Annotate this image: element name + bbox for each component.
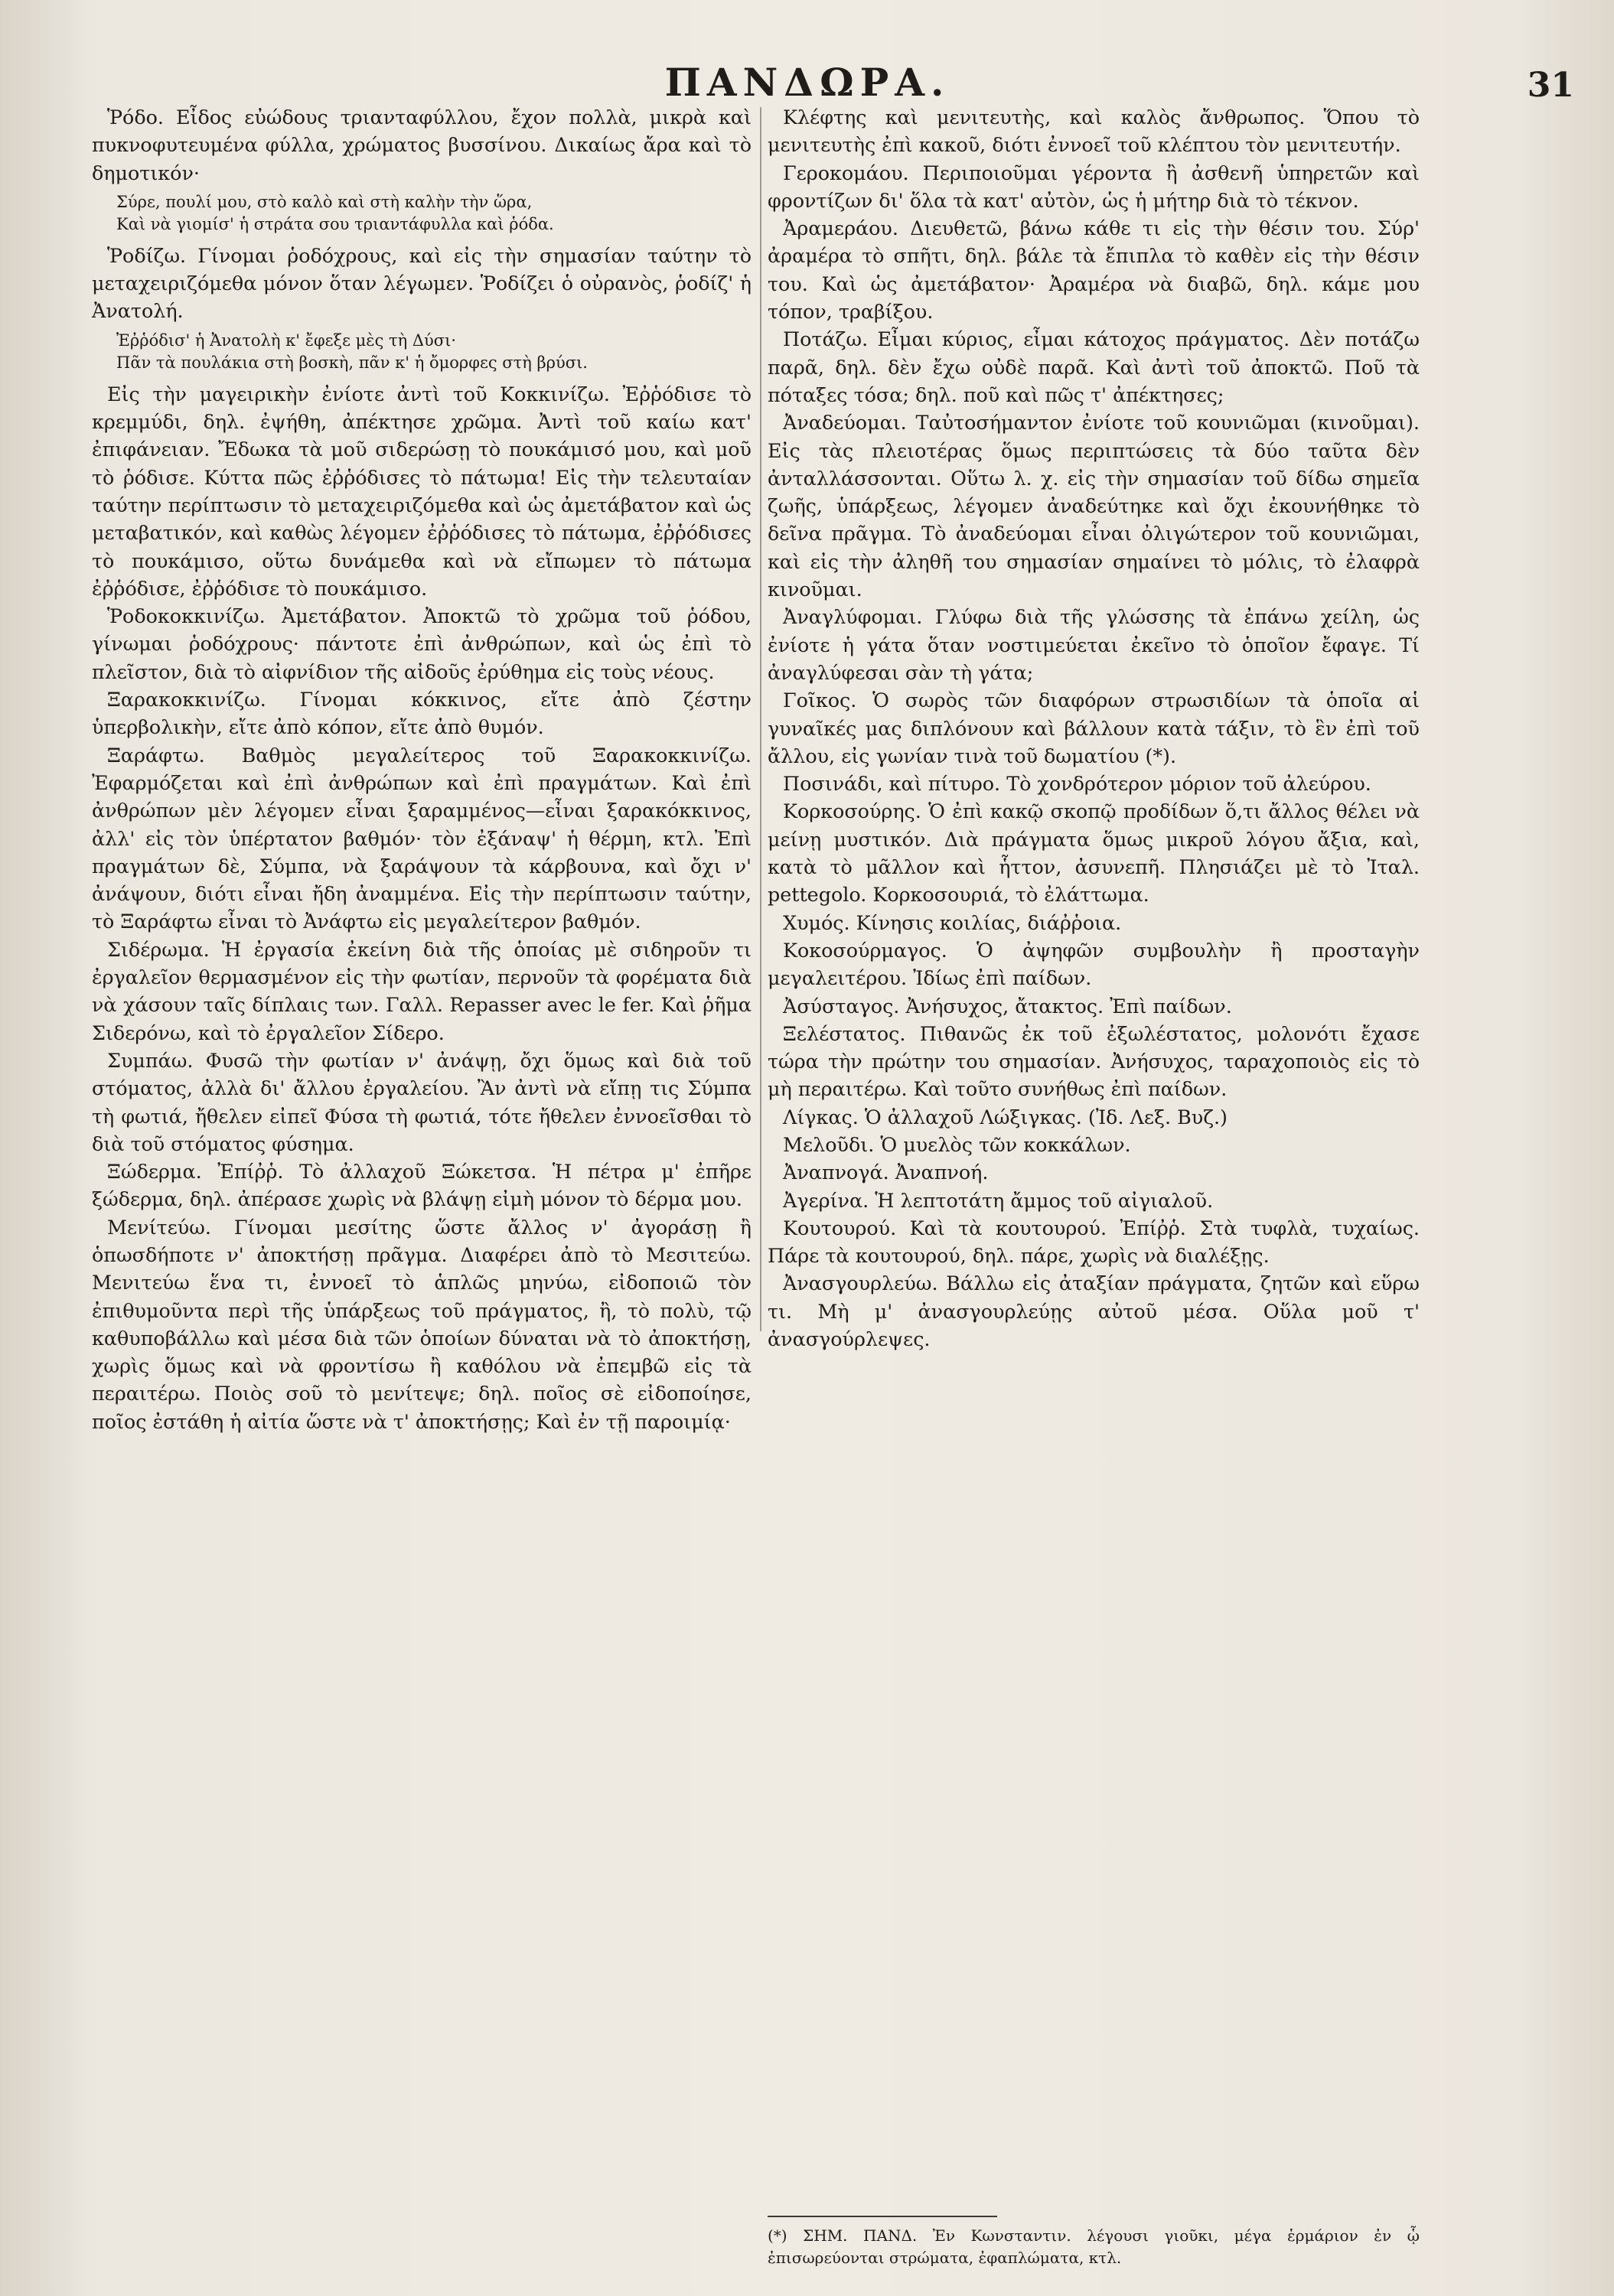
paragraph: Ἀνασγουρλεύω. Βάλλω εἰς ἀταξίαν πράγματα, ζητῶν καὶ εὕρω τι. Μὴ μ' ἀνασγουρλεύῃς αὐτοῦ μέσα. Οὕλα μοῦ τ' ἀνασγούρλεψες. (768, 1272, 1420, 1351)
paragraph: Μενίτεύω. Γίνομαι μεσίτης ὥστε ἄλλος ν' ἀγοράσῃ ἢ ὁπωσδήποτε ν' ἀποκτήσῃ πρᾶγμα. Διαφέρει ἀπὸ τὸ Μεσιτεύω. Μενιτεύω ἕνα τι, ἐννοεῖ τὸ ἁπλῶς μηνύω, εἰδοποιῶ τὸν ἐπιθυμοῦντα περὶ τῆς ὑπάρξεως τοῦ πράγματος, ἢ, τὸ πολὺ, τῷ καθυποβάλλω καὶ μέσα διὰ τῶν ὁποίων δύναται νὰ τὸ ἀποκτήσῃ, χωρὶς ὅμως καὶ νὰ φροντίσω ἢ καθόλου νὰ ἐπεμβῶ εἰς τὰ περαιτέρω. Ποιὸς σοῦ τὸ μενίτεψε; δηλ. ποῖος σὲ εἰδοποίησε, ποῖος ἐστάθη ἡ αἰτία ὥστε νὰ τ' ἀποκτήσῃς; Καὶ ἐν τῇ παροιμίᾳ· (92, 1215, 752, 1433)
paragraph: Χυμός. Κίνησις κοιλίας, διάῤῥοια. (783, 910, 1122, 934)
paragraph: Ποσινάδι, καὶ πίτυρο. Τὸ χονδρότερον μόριον τοῦ ἀλεύρου. (783, 772, 1371, 796)
column-divider (760, 107, 761, 1331)
footnote: (*) ΣΗΜ. ΠΑΝΔ. Ἐν Κωνσταντιν. λέγουσι γιοῦκι, μέγα ἑρμάριον ἐν ᾧ ἐπισωρεύονται στρώματα, ἐφαπλώματα, κτλ. (768, 2226, 1420, 2267)
paragraph: Ξελέστατος. Πιθανῶς ἐκ τοῦ ἐξωλέστατος, μολονότι ἔχασε τώρα τὴν πρώτην του σημασίαν. Ἀνήσυχος, ταραχοποιὸς εἰς τὸ μὴ περαιτέρω. Καὶ τοῦτο συνήθως ἐπὶ παίδων. (768, 1021, 1420, 1101)
paragraph: Ῥοδίζω. Γίνομαι ῥοδόχρους, καὶ εἰς τὴν σημασίαν ταύτην τὸ μεταχειριζόμεθα μόνον ὅταν λέγωμεν. Ῥοδίζει ὁ οὐρανὸς, ῥοδίζ' ἡ Ἀνατολή. (92, 243, 752, 323)
paragraph: Κλέφτης καὶ μενιτευτὴς, καὶ καλὸς ἄνθρωπος. Ὅπου τὸ μενιτευτὴς ἐπὶ κακοῦ, διότι ἐννοεῖ τοῦ κλέπτου τὸν μενιτευτήν. (768, 106, 1420, 157)
paragraph: Ῥοδοκοκκινίζω. Ἀμετάβατον. Ἀποκτῶ τὸ χρῶμα τοῦ ῥόδου, γίνωμαι ῥοδόχρους· πάντοτε ἐπὶ ἀνθρώπων, καὶ ὡς ἐπὶ τὸ πλεῖστον, διὰ τὸ αἰφνίδιον τῆς αἰδοῦς ἐρύθημα εἰς τοὺς νέους. (92, 604, 752, 683)
page-title: ΠΑΝΔΩΡΑ. (664, 60, 950, 105)
left-column (92, 103, 752, 1435)
page-number: 31 (1527, 66, 1574, 105)
paragraph: Ἀναπνογά. Ἀναπνοή. (783, 1161, 989, 1184)
right-column (768, 103, 1420, 1353)
paragraph: Μελοῦδι. Ὁ μυελὸς τῶν κοκκάλων. (783, 1132, 1131, 1156)
paragraph: Ἀγερίνα. Ἡ λεπτοτάτη ἄμμος τοῦ αἰγιαλοῦ. (783, 1188, 1214, 1212)
verse-quote (92, 191, 752, 236)
verse-line: Ἐῤῥόδισ' ἡ Ἀνατολὴ κ' ἔφεξε μὲς τὴ Δύσι· (116, 331, 457, 350)
paragraph: Κορκοσούρης. Ὁ ἐπὶ κακῷ σκοπῷ προδίδων ὅ,τι ἄλλος θέλει νὰ μείνῃ μυστικόν. Διὰ πράγματα ὅμως μικροῦ λόγου ἄξια, καὶ, κατὰ τὸ μᾶλλον καὶ ἧττον, ἀσυνεπῆ. Πλησιάζει μὲ τὸ Ἰταλ. pettegolo. Κορκοσουριά, τὸ ἐλάττωμα. (768, 800, 1420, 907)
paragraph: Γοῖκος. Ὁ σωρὸς τῶν διαφόρων στρωσιδίων τὰ ὁποῖα αἱ γυναῖκές μας διπλόνουν καὶ βάλλουν κατὰ τάξιν, τὸ ἓν ἐπὶ τοῦ ἄλλου, εἰς γωνίαν τινὰ τοῦ δωματίου (*). (768, 689, 1420, 767)
paragraph: Σιδέρωμα. Ἡ ἐργασία ἐκείνη διὰ τῆς ὁποίας μὲ σιδηροῦν τι ἐργαλεῖον θερμασμένον εἰς τὴν φωτίαν, περνοῦν τὰ φορέματα διὰ νὰ χάσουν ταῖς δίπλαις των. Γαλλ. Repasser avec le fer. Καὶ ῥῆμα Σιδερόνω, καὶ τὸ ἐργαλεῖον Σίδερο. (92, 937, 752, 1044)
paragraph: Κουτουρού. Καὶ τὰ κουτουρού. Ἐπίῤῥ. Στὰ τυφλὰ, τυχαίως. Πάρε τὰ κουτουρού, δηλ. πάρε, χωρὶς νὰ διαλέξῃς. (768, 1216, 1420, 1268)
verse-line: Σύρε, πουλί μου, στὸ καλὸ καὶ στὴ καλὴν τὴν ὥρα, (116, 192, 533, 211)
paragraph: Λίγκας. Ὁ ἀλλαχοῦ Λώξιγκας. (Ἰδ. Λεξ. Βυζ.) (783, 1105, 1228, 1128)
verse-line: Πᾶν τὰ πουλάκια στὴ βοσκὴ, πᾶν κ' ἡ ὄμορφες στὴ βρύσι. (116, 353, 588, 372)
paragraph: Ἀναγλύφομαι. Γλύφω διὰ τῆς γλώσσης τὰ ἐπάνω χείλη, ὡς ἐνίοτε ἡ γάτα ὅταν νοστιμεύεται ἐκεῖνο τὸ ὁποῖον ἔφαγε. Τί ἀναγλύφεσαι σὰν τὴ γάτα; (768, 605, 1420, 684)
paragraph: Ῥόδο. Εἶδος εὐώδους τριανταφύλλου, ἔχον πολλὰ, μικρὰ καὶ πυκνοφυτευμένα φύλλα, χρώματος βυσσίνου. Δικαίως ἄρα καὶ τὸ δημοτικόν· (92, 106, 752, 184)
paragraph: Ξώδερμα. Ἐπίῤῥ. Τὸ ἀλλαχοῦ Ξώκετσα. Ἡ πέτρα μ' ἐπῆρε ξώδερμα, δηλ. ἀπέρασε χωρὶς νὰ βλάψῃ εἰμὴ μόνον τὸ δέρμα μου. (92, 1160, 752, 1211)
paragraph: Ἀσύσταγος. Ἀνήσυχος, ἄτακτος. Ἐπὶ παίδων. (783, 994, 1232, 1018)
paragraph: Ποτάζω. Εἶμαι κύριος, εἶμαι κάτοχος πράγματος. Δὲν ποτάζω παρᾶ, δηλ. δὲν ἔχω οὐδὲ παρᾶ. Καὶ ἀντὶ τοῦ ἀποκτῶ. Ποῦ τὰ πόταξες τόσα; δηλ. ποῦ καὶ πῶς τ' ἀπέκτησες; (768, 327, 1420, 406)
paragraph: Ἀναδεύομαι. Ταὐτοσήμαντον ἐνίοτε τοῦ κουνιῶμαι (κινοῦμαι). Εἰς τὰς πλειοτέρας ὅμως περιπτώσεις τὰ δύο ταῦτα δὲν ἀνταλλάσσονται. Οὕτω λ. χ. εἰς τὴν σημασίαν τοῦ δίδω σημεῖα ζωῆς, ὑπάρξεως, λέγομεν ἀναδεύτηκε καὶ ὄχι ἐκουνήθηκε τὸ δεῖνα πρᾶγμα. Τὸ ἀναδεύομαι εἶναι ὀλιγώτερον τοῦ κουνιῶμαι, καὶ εἰς τὴν ἀληθῆ του σημασίαν σημαίνει τὸ μόλις, τὸ ἐλαφρὰ κινοῦμαι. (768, 411, 1420, 601)
footnote-divider (768, 2216, 997, 2217)
paragraph: Εἰς τὴν μαγειρικὴν ἐνίοτε ἀντὶ τοῦ Κοκκινίζω. Ἐῤῥόδισε τὸ κρεμμύδι, δηλ. ἐψήθη, ἀπέκτησε χρῶμα. Ἀντὶ τοῦ καίω κατ' ἐπιφάνειαν. Ἔδωκα τὰ μοῦ σιδερώσῃ τὸ πουκάμισό μου, καὶ μοῦ τὸ ῥόδισε. Κύττα πῶς ἐῤῥόδισες τὸ πάτωμα! Εἰς τὴν τελευταίαν ταύτην περίπτωσιν τὸ μεταχειριζόμεθα καὶ ὡς ἀμετάβατον καὶ ὡς μεταβατικόν, καὶ καθὼς λέγομεν ἐῤῥόδισες τὸ πάτωμα, ἐῤῥόδισες τὸ πουκάμισο, οὕτω δυνάμεθα καὶ νὰ εἴπωμεν τὸ πάτωμα ἐῤῥόδισε, ἐῤῥόδισε τὸ πουκάμισο. (92, 382, 752, 600)
paragraph: Ξαρακοκκινίζω. Γίνομαι κόκκινος, εἴτε ἀπὸ ζέστην ὑπερβολικὴν, εἴτε ἀπὸ κόπον, εἴτε ἀπὸ θυμόν. (92, 688, 752, 739)
paragraph: Ἀραμεράου. Διευθετῶ, βάνω κάθε τι εἰς τὴν θέσιν του. Σύρ' ἀραμέρα τὸ σπῆτι, δηλ. βάλε τὰ ἔπιπλα τὸ καθὲν εἰς τὴν θέσιν του. Καὶ ὡς ἀμετάβατον· Ἀραμέρα νὰ διαβῶ, δηλ. κάμε μου τόπον, τραβίξου. (768, 217, 1420, 324)
verse-line: Καὶ νὰ γιομίσ' ἡ στράτα σου τριαντάφυλλα καὶ ῥόδα. (116, 214, 554, 233)
paragraph: Κοκοσούρμαγος. Ὁ ἀψηφῶν συμβουλὴν ἢ προσταγὴν μεγαλειτέρου. Ἰδίως ἐπὶ παίδων. (768, 938, 1420, 990)
paragraph: Συμπάω. Φυσῶ τὴν φωτίαν ν' ἀνάψῃ, ὄχι ὅμως καὶ διὰ τοῦ στόματος, ἀλλὰ δι' ἄλλου ἐργαλείου. Ἂν ἀντὶ νὰ εἴπῃ τις Σύμπα τὴ φωτιά, ἤθελεν εἰπεῖ Φύσα τὴ φωτιά, τότε ἤθελεν ἐννοεῖσθαι τὸ διὰ τοῦ στόματος φύσημα. (92, 1048, 752, 1155)
verse-quote (92, 330, 752, 374)
paragraph: Γεροκομάου. Περιποιοῦμαι γέροντα ἢ ἀσθενῆ ὑπηρετῶν καὶ φροντίζων δι' ὅλα τὰ κατ' αὐτὸν, ὡς ἡ μήτηρ διὰ τὸ τέκνον. (768, 161, 1420, 212)
paragraph: Ξαράφτω. Βαθμὸς μεγαλείτερος τοῦ Ξαρακοκκινίζω. Ἐφαρμόζεται καὶ ἐπὶ ἀνθρώπων καὶ ἐπὶ πραγμάτων. Καὶ ἐπὶ ἀνθρώπων μὲν λέγομεν εἶναι ξαραμμένος—εἶναι ξαρακόκκινος, ἀλλ' εἰς τὸν ὑπέρτατον βαθμόν· τὸν ἐξάναψ' ἡ θέρμη, κτλ. Ἐπὶ πραγμάτων δὲ, Σύμπα, νὰ ξαράψουν τὰ κάρβουνα, καὶ ὄχι ν' ἀνάψουν, διότι εἶναι ἤδη ἀναμμένα. Εἰς τὴν περίπτωσιν ταύτην, τὸ Ξαράφτω εἶναι τὸ Ἀνάφτω εἰς μεγαλείτερον βαθμόν. (92, 743, 752, 933)
